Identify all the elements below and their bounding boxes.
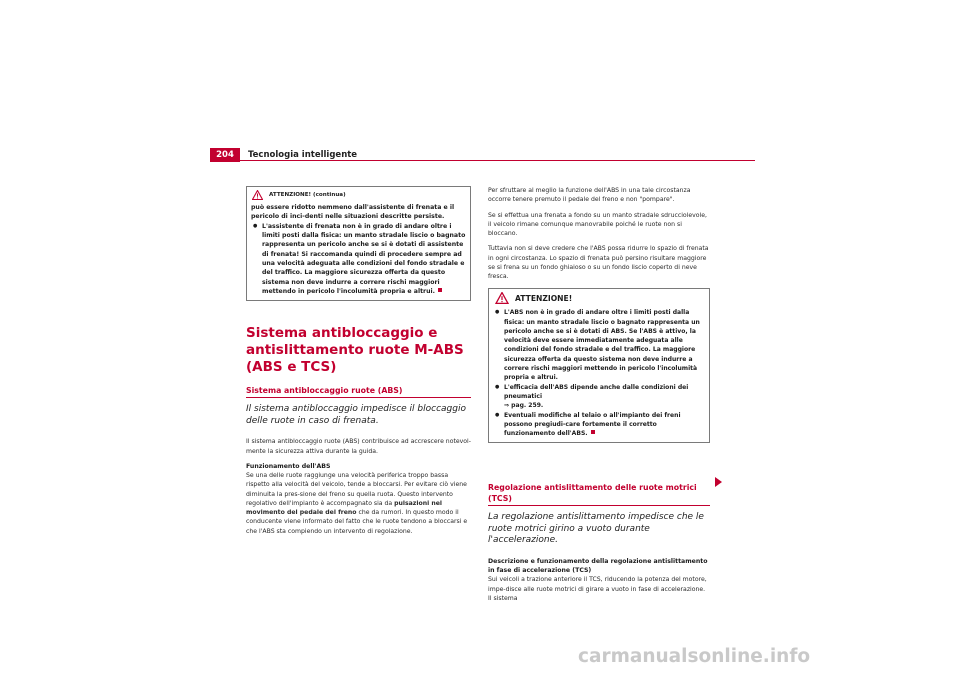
warning-bullet — [251, 222, 466, 297]
func-text-bold: pulsazioni nel movimento del pedale del freno — [246, 499, 442, 517]
intro-abs: Il sistema antibloccaggio impedisce il bloccaggio delle ruote in caso di frenata. — [246, 404, 466, 426]
warning-box-continued — [246, 186, 471, 301]
paragraph-abs-1: Il sistema antibloccaggio ruote (ABS) contribuisce ad accrescere notevol-mente la sicurezza attiva durante la guida. — [246, 438, 471, 455]
warning-bullet-3-text: Eventuali modifiche al telaio o all'impianto dei freni possono pregiudi-care fortemente il corretto funzionamento dell'ABS. — [504, 411, 681, 438]
continue-arrow-icon — [715, 477, 722, 487]
warning-bullet-3 — [493, 411, 705, 439]
warning-triangle-icon — [495, 292, 509, 304]
paragraph-tcs-description: Sui veicoli a trazione anteriore il TCS, riducendo la potenza del motore, impe-disce alle ruote motrici di girare a vuoto in fase di accelerazione. Il sistema — [488, 576, 707, 602]
heading-tcs-description: Descrizione e funzionamento della regolazione antislittamento in fase di accelerazione (TCS) — [488, 557, 708, 575]
warning-box-abs — [488, 288, 710, 443]
warning-bullet-2-text: L'efficacia dell'ABS dipende anche dalle condizioni dei pneumatici — [504, 383, 689, 400]
page-reference-link[interactable]: ⇒ pag. 259. — [504, 402, 544, 410]
heading-abs-function: Funzionamento dell'ABS — [246, 462, 331, 470]
warning-bullet-text: L'assistente di frenata non è in grado di andare oltre i limiti posti dalla fisica: un manto stradale liscio o bagnato rappresenta un pericolo anche se si è dotati di assistente di frenata! Si raccomanda quindi di procedere sempre ad una velocità adeguata alle condizioni del fondo stradale e del traffico. La maggiore sicurezza offerta da questo sistema non deve indurre a correre rischi maggiori mettendo in pericolo l'incolumità propria e altrui. — [262, 222, 466, 296]
intro-tcs: La regolazione antislittamento impedisce che le ruote motrici girino a vuoto durante l'accelerazione. — [488, 512, 704, 546]
end-mark-icon — [591, 430, 595, 434]
warning-title: ATTENZIONE! (continua) — [269, 192, 346, 198]
section-title: Sistema antibloccaggio e antislittamento ruote M-ABS (ABS e TCS) — [246, 325, 464, 376]
end-mark-icon — [438, 288, 442, 292]
warning-body — [489, 308, 709, 442]
func-text-before: Se una delle ruote raggiunge una velocità periferica troppo bassa rispetto alla velocità del veicolo, tende a bloccarsi. Per evitare ciò viene diminuita la pres-sione del freno su quella ruota. Questo intervento regolativo dell'impianto è accompagnato sia da — [246, 472, 467, 507]
warning-body — [247, 203, 470, 300]
paragraph-right-3: Tuttavia non si deve credere che l'ABS possa ridurre lo spazio di frenata in ogni circostanza. Lo spazio di frenata può persino risultare maggiore se si frena su un fondo ghiaioso o su un fondo liscio coperto di neve fresca. — [488, 245, 709, 280]
func-text-after: che da rumori. In questo modo il conducente viene informato del fatto che le ruote tendono a bloccarsi e che l'ABS sta compiendo un intervento di regolazione. — [246, 509, 468, 535]
warning-bullet-2 — [493, 383, 705, 411]
warning-bullet-1: ● L'ABS non è in grado di andare oltre i limiti posti dalla fisica: un manto stradale liscio o bagnato rappresenta un pericolo anche se si è dotati di ABS. Se l'ABS è attivo, la velocità deve essere immediatamente adeguata alle condizioni del fondo stradale e del traffico. La maggiore sicurezza offerta da questo sistema non deve indurre a correre rischi maggiori mettendo in pericolo l'incolumità propria e altrui. — [493, 308, 705, 382]
chapter-title: Tecnologia intelligente — [248, 150, 358, 160]
warning-header — [247, 187, 470, 203]
paragraph-right-1: Per sfruttare al meglio la funzione dell'ABS in una tale circostanza occorre tenere premuto il pedale del freno e non "pompare". — [488, 187, 691, 204]
page-number: 204 — [210, 148, 240, 162]
warning-title: ATTENZIONE! — [515, 294, 573, 304]
paragraph-abs-function — [246, 471, 471, 536]
subsection-title-abs: Sistema antibloccaggio ruote (ABS) — [246, 385, 471, 398]
paragraph-right-2: Se si effettua una frenata a fondo su un manto stradale sdrucciolevole, il veicolo rimane comunque manovrabile poiché le ruote non si bloccano. — [488, 211, 707, 237]
left-column — [246, 186, 471, 542]
warning-triangle-icon — [252, 190, 263, 200]
subsection-title-tcs: Regolazione antislittamento delle ruote motrici (TCS) — [488, 482, 710, 506]
right-column — [488, 186, 710, 609]
warning-lead: può essere ridotto nemmeno dall'assistente di frenata e il pericolo di inci-denti nelle situazioni descritte persiste. — [251, 204, 455, 221]
header-rule — [210, 160, 755, 161]
watermark: carmanualsonline.info — [578, 646, 811, 667]
warning-header — [489, 289, 709, 308]
